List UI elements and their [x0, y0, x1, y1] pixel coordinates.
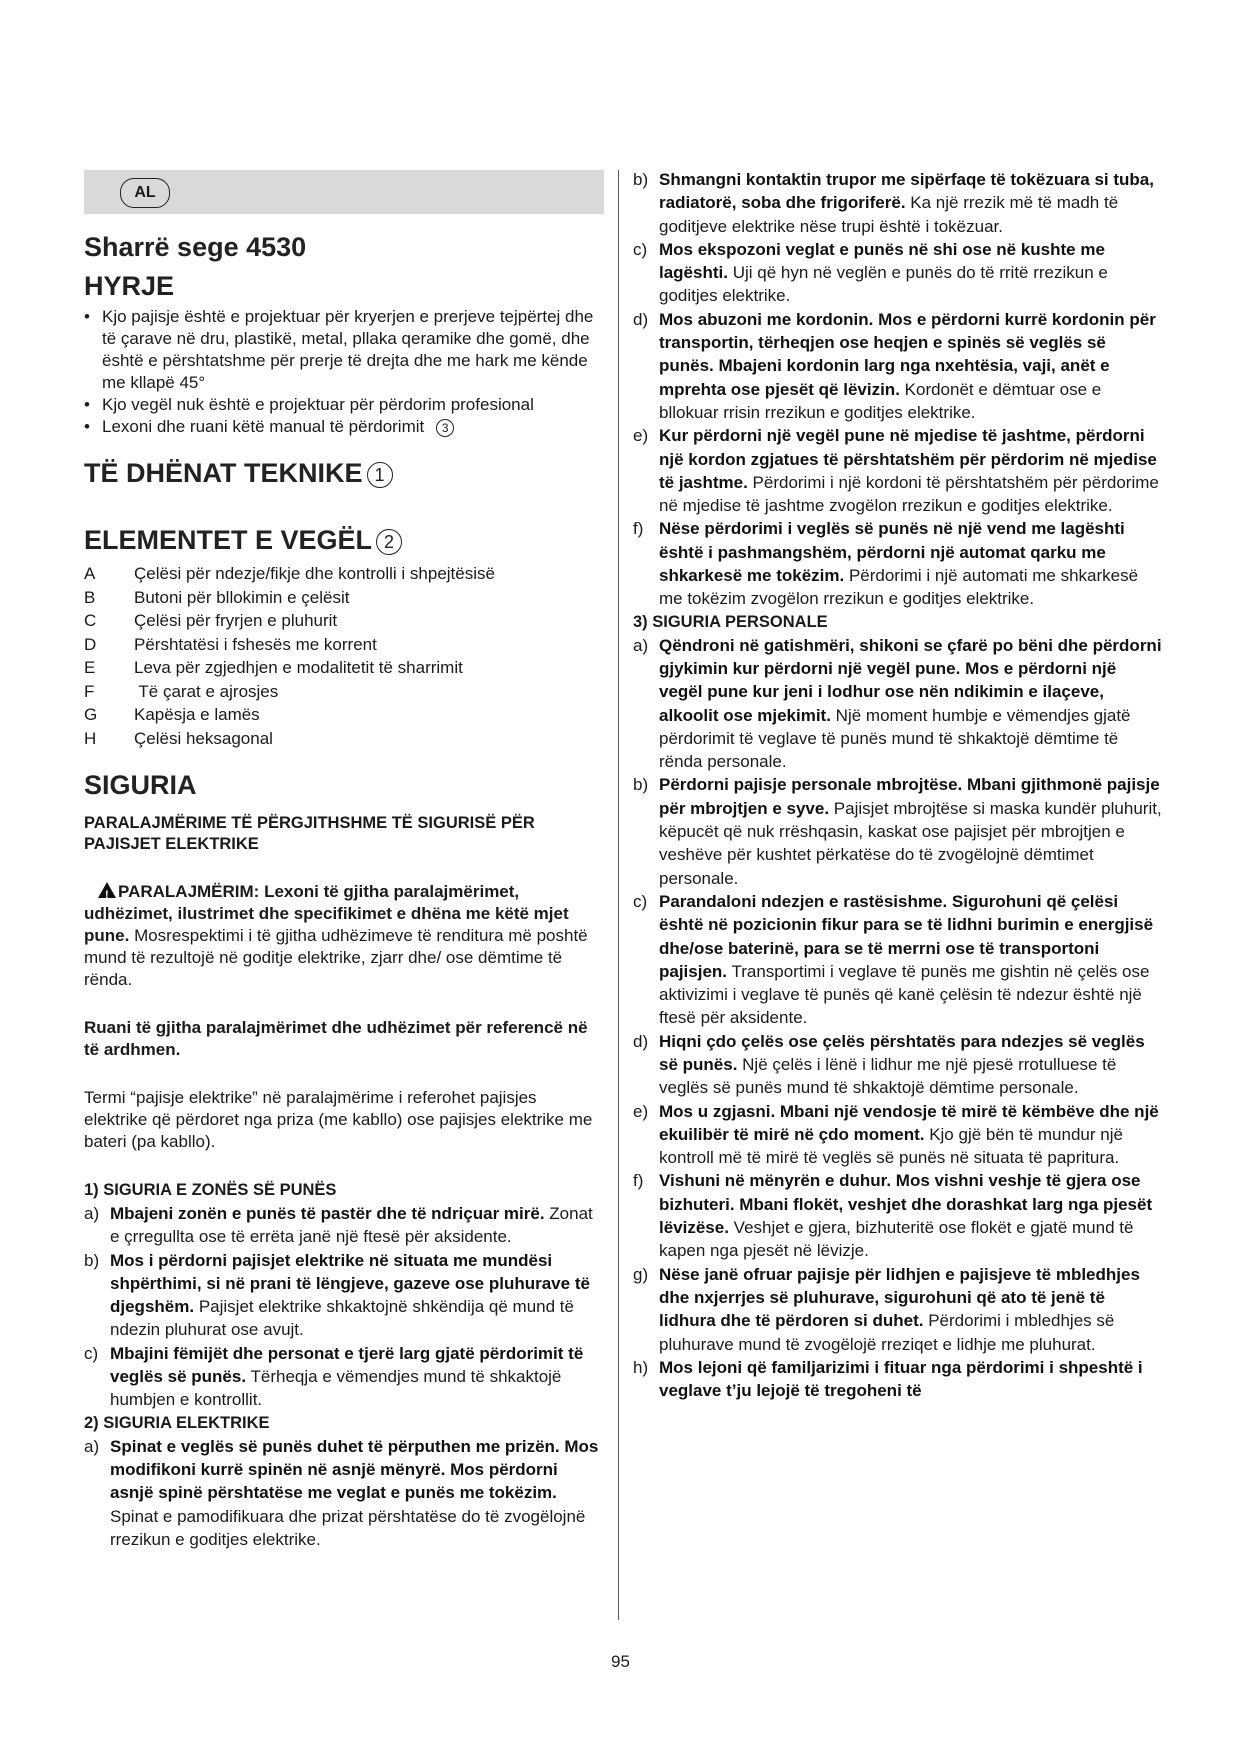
- list-item: [633, 1030, 1163, 1100]
- language-badge: AL: [120, 178, 170, 208]
- element-text: Çelësi heksagonal: [134, 728, 273, 748]
- element-text: Përshtatësi i fshesës me korrent: [134, 634, 377, 654]
- item-text: Zonat e çrregullta ose të errëta janë një ftesë për aksidente.: [110, 1204, 593, 1247]
- item-body: [110, 1202, 604, 1249]
- list-item: [84, 680, 604, 704]
- list-item: [84, 609, 604, 633]
- item-label: e): [633, 426, 649, 446]
- item-label: g): [633, 1264, 649, 1284]
- item-body: [659, 890, 1163, 1030]
- keep-paragraph: [84, 1017, 604, 1061]
- item-text: Përdorimi i një kordoni të përshtatshëm për përdorime në mjedise të jashtme zvogëlon rrezikun e goditjes elektrike.: [659, 472, 1159, 516]
- elements-heading-text: ELEMENTET E VEGËL: [84, 525, 373, 555]
- item-text: Përdorimi i mbledhjes së pluhurave mund të zvogëlojë rreziqet e lidhje me pluhurat.: [659, 1311, 1115, 1354]
- item-text: Tërheqja e vëmendjes mund të shkaktojë humbjen e kontrollit.: [110, 1367, 562, 1410]
- item-label: b): [633, 170, 649, 189]
- element-text: Kapësja e lamës: [134, 705, 260, 724]
- list-item: [84, 633, 604, 657]
- item-label: a): [84, 1204, 100, 1223]
- list-item: [633, 773, 1163, 889]
- item-text: Uji që hyn në veglën e punës do të rritë rrezikun e goditjes elektrike.: [659, 263, 1108, 306]
- item-bold: Hiqni çdo çelës ose çelës përshtatës para ndezjes së veglës së punës.: [659, 1031, 1145, 1074]
- intro-list: [84, 306, 604, 438]
- list-item: [633, 1263, 1163, 1356]
- item-bold: Mos u zgjasni. Mbani një vendosje të mirë të këmbëve dhe një ekuilibër të mirë në çdo moment.: [659, 1101, 1159, 1144]
- work-area-heading: 1) SIGURIA E ZONËS SË PUNËS: [84, 1181, 337, 1199]
- item-label: c): [633, 239, 648, 259]
- item-label: h): [633, 1357, 649, 1377]
- item-label: e): [633, 1101, 649, 1121]
- item-text: Spinat e pamodifikuara dhe prizat përshtatëse do të zvogëlojnë rrezikun e goditjes elektrike.: [110, 1506, 586, 1549]
- list-item: [633, 308, 1163, 424]
- item-bold: Mos i përdorni pajisjet elektrike në situata me mundësi shpërthimi, si në prani të lëngjeve, gazeve ose pluhurave të djegshëm.: [110, 1250, 590, 1317]
- item-bold: Mbajini fëmijët dhe personat e tjerë larg gjatë përdorimit të veglës së punës.: [110, 1343, 584, 1387]
- item-bold: Vishuni në mënyrën e duhur. Mos vishni veshje të gjera ose bizhuteri. Mbani flokët, veshjet dhe dorashkat larg nga pjesët lëvizëse.: [659, 1171, 1153, 1238]
- item-body: [659, 773, 1163, 889]
- item-label: f): [633, 519, 644, 539]
- item-label: d): [633, 309, 649, 329]
- item-bold: Kur përdorni një vegël pune në mjedise të jashtme, përdorni një kordon zgjatues të përshtatshëm për përdorim në mjedise të jashtme.: [659, 426, 1157, 492]
- list-item: [633, 1169, 1163, 1262]
- figure-ref-2: 2: [376, 529, 402, 555]
- figure-ref-1: 1: [367, 462, 393, 488]
- language-bar: [84, 170, 604, 214]
- element-key: G: [84, 705, 98, 724]
- warning-paragraph: [84, 881, 604, 991]
- item-bold: Qëndroni në gatishmëri, shikoni se çfarë po bëni dhe përdorni gjykimin kur përdorni një vegël pune. Mos e përdorni një vegël pune kur jeni i lodhur ose nën ndikimin e ilaçeve, alkoolit ose mjekimit.: [659, 635, 1162, 725]
- item-body: [659, 1030, 1163, 1100]
- item-bold: Mos abuzoni me kordonin. Mos e përdorni kurrë kordonin për transportin, tërheqjen ose heqjen e spinës së veglës së punës. Mbajeni kordonin larg nga nxehtësia, vaji, anët e mprehta ose pjesët që lëvizin.: [659, 309, 1156, 399]
- item-body: [110, 1249, 604, 1342]
- element-text: Çelësi për ndezje/fikje dhe kontrolli i shpejtësisë: [134, 564, 495, 583]
- term-paragraph: Termi “pajisje elektrike” në paralajmërime i referohet pajisjes elektrike që përdoret nga priza (me kabllo) ose pajisjes elektrike me bateri (pa kabllo).: [84, 1088, 593, 1151]
- element-key: B: [84, 587, 96, 607]
- element-key: A: [84, 564, 96, 583]
- item-text: Ka një rrezik më të madh të goditjeve elektrike nëse trupi është i tokëzuar.: [659, 193, 1119, 236]
- tech-data-heading: [84, 458, 604, 489]
- element-text: Leva për zgjedhjen e modalitetit të sharrimit: [134, 658, 463, 677]
- element-key: H: [84, 728, 97, 748]
- figure-ref-3: 3: [436, 419, 454, 437]
- elements-heading: [84, 525, 604, 556]
- item-label: a): [633, 635, 649, 655]
- item-text: Një çelës i lënë i lidhur me një pjesë rrotulluese të veglës së punës mund të shkaktojë dëmtime personale.: [659, 1054, 1117, 1098]
- item-label: b): [633, 775, 649, 795]
- keep-text: Ruani të gjitha paralajmërimet dhe udhëzimet për referencë në të ardhmen.: [84, 1018, 588, 1059]
- element-text: Butoni për bllokimin e çelësit: [134, 587, 350, 607]
- item-text: Pajisjet mbrojtëse si maska kundër pluhurit, këpucët që nuk rrëshqasin, kaskat ose pajisjet për mbrojtjen e veshëve për kushtet përkatëse do të zvogëlojnë dëmtimet personale.: [659, 798, 1162, 888]
- item-bold: Mos lejoni që familjarizimi i fituar nga përdorimi i shpeshtë i veglave t’ju lejojë të tregoheni të: [659, 1357, 1143, 1401]
- list-item: [84, 703, 604, 727]
- item-text: Përdorimi i një automati me shkarkesë me tokëzim zvogëlon rrezikun e goditjes elektrike.: [659, 566, 1139, 609]
- item-text: Transportimi i veglave të punës me gishtin në çelës ose aktivizimi i veglave të punës që kanë çelësin të ndezur është një ftesë për aksidente.: [659, 961, 1150, 1028]
- item-body: [659, 168, 1163, 238]
- item-bold: Shmangni kontaktin trupor me sipërfaqe të tokëzuara si tuba, radiatorë, soba dhe frigoriferë.: [659, 170, 1154, 213]
- list-item: [84, 586, 604, 610]
- item-body: [659, 1169, 1163, 1262]
- personal-heading: 3) SIGURIA PERSONALE: [633, 612, 828, 631]
- column-divider: [618, 170, 619, 1620]
- list-item: [633, 168, 1163, 238]
- element-key: E: [84, 658, 96, 677]
- list-item: [633, 634, 1163, 774]
- safety-heading: SIGURIA: [84, 770, 197, 800]
- safety-subheading: PARALAJMËRIME TË PËRGJITHSHME TË SIGURISË PËR PAJISJET ELEKTRIKE: [84, 814, 535, 853]
- list-item: [633, 890, 1163, 1030]
- item-label: b): [84, 1250, 100, 1270]
- warning-icon: [98, 882, 116, 898]
- element-text: Të çarat e ajrosjes: [134, 681, 279, 701]
- item-bold: Përdorni pajisje personale mbrojtëse. Mbani gjithmonë pajisje për mbrojtjen e syve.: [659, 775, 1160, 818]
- page-number: 95: [611, 1652, 630, 1671]
- warning-bold: PARALAJMËRIM: Lexoni të gjitha paralajmërimet, udhëzimet, ilustrimet dhe specifikimet e dhëna me këtë mjet pune.: [84, 882, 569, 945]
- list-item: [633, 1356, 1163, 1403]
- intro-heading: HYRJE: [84, 271, 175, 301]
- item-body: [659, 308, 1163, 424]
- list-item: [633, 238, 1163, 308]
- item-body: [110, 1342, 604, 1412]
- warning-text: Mosrespektimi i të gjitha udhëzimeve të renditura më poshtë mund të rezultojë në goditje elektrike, zjarr dhe/ ose dëmtime të rënda.: [84, 926, 588, 989]
- item-body: [659, 1356, 1163, 1403]
- electrical-heading: 2) SIGURIA ELEKTRIKE: [84, 1413, 270, 1432]
- element-key: C: [84, 611, 97, 630]
- item-body: [659, 424, 1163, 517]
- item-bold: Nëse përdorimi i veglës së punës në një vend me lagështi është i pashmangshëm, përdorni një automat qarku me shkarkesë me tokëzim.: [659, 519, 1125, 586]
- list-item: [633, 1100, 1163, 1170]
- list-item: [84, 416, 604, 438]
- list-item: [633, 517, 1163, 610]
- item-text: Pajisjet elektrike shkaktojnë shkëndija që mund të ndezin pluhurat ose avujt.: [110, 1297, 574, 1340]
- list-item: [84, 1202, 604, 1249]
- list-item: • Kjo vegël nuk është e projektuar për përdorim profesional: [84, 394, 604, 416]
- list-item: [84, 656, 604, 680]
- list-item: [84, 727, 604, 751]
- list-item: [633, 424, 1163, 517]
- item-label: f): [633, 1171, 644, 1191]
- list-item-text: Lexoni dhe ruani këtë manual të përdorimit: [102, 417, 425, 436]
- item-body: [659, 1100, 1163, 1170]
- item-body: [659, 517, 1163, 610]
- tech-data-heading-text: TË DHËNAT TEKNIKE: [84, 458, 363, 488]
- item-bold: Nëse janë ofruar pajisje për lidhjen e pajisjeve të mbledhjes dhe nxjerrjes së pluhurave, sigurohuni që ato të jenë të lidhura dhe të përdoren si duhet.: [659, 1264, 1140, 1331]
- list-item: [84, 562, 604, 586]
- item-label: c): [633, 891, 648, 911]
- item-bold: Mbajeni zonën e punës të pastër dhe të ndriçuar mirë.: [110, 1204, 545, 1223]
- item-body: [659, 1263, 1163, 1356]
- item-text: Kjo gjë bën të mundur një kontroll më të mirë të veglës së punës në situata të papritura.: [659, 1124, 1123, 1168]
- item-label: d): [633, 1031, 649, 1051]
- item-label: a): [84, 1436, 100, 1456]
- item-text: Një moment humbje e vëmendjes gjatë përdorimit të veglave të punës mund të shkaktojë dëmtime të rënda personale.: [659, 705, 1131, 772]
- right-column: [633, 168, 1163, 1402]
- list-item: [84, 1249, 604, 1342]
- item-text: Veshjet e gjera, bizhuteritë ose flokët e gjatë mund të kapen nga pjesët në lëvizje.: [659, 1218, 1134, 1261]
- item-text: Kordonët e dëmtuar ose e bllokuar rrisin rrezikun e goditjes elektrike.: [659, 379, 1102, 422]
- item-body: [110, 1435, 604, 1551]
- elements-list: [84, 562, 604, 750]
- left-column: [84, 170, 604, 1551]
- item-body: [659, 238, 1163, 308]
- item-bold: Parandaloni ndezjen e rastësishme. Sigurohuni që çelësi është në pozicionin fikur para se të lidhni burimin e energjisë dhe/ose baterinë, para se të merrni ose të transportoni pajisjen.: [659, 891, 1154, 981]
- element-key: F: [84, 681, 95, 701]
- item-body: [659, 634, 1163, 774]
- item-bold: Mos ekspozoni veglat e punës në shi ose në kushte me lagështi.: [659, 239, 1105, 283]
- element-key: D: [84, 634, 97, 654]
- list-item: [84, 1342, 604, 1412]
- list-item: • Kjo pajisje është e projektuar për kryerjen e prerjeve tejpërtej dhe të çarave në dru, plastikë, metal, pllaka qeramike dhe gomë, dhe është e përshtatshme për prerje të drejta dhe me hark me kënde me kllapë 45°: [84, 306, 604, 394]
- element-text: Çelësi për fryrjen e pluhurit: [134, 611, 338, 630]
- item-bold: Spinat e veglës së punës duhet të përputhen me prizën. Mos modifikoni kurrë spinën në asnjë mënyrë. Mos përdorni asnjë spinë përshtatëse me veglat e punës me tokëzim.: [110, 1436, 599, 1503]
- page-title: Sharrë sege 4530: [84, 232, 307, 262]
- item-label: c): [84, 1343, 99, 1363]
- list-item: [84, 1435, 604, 1551]
